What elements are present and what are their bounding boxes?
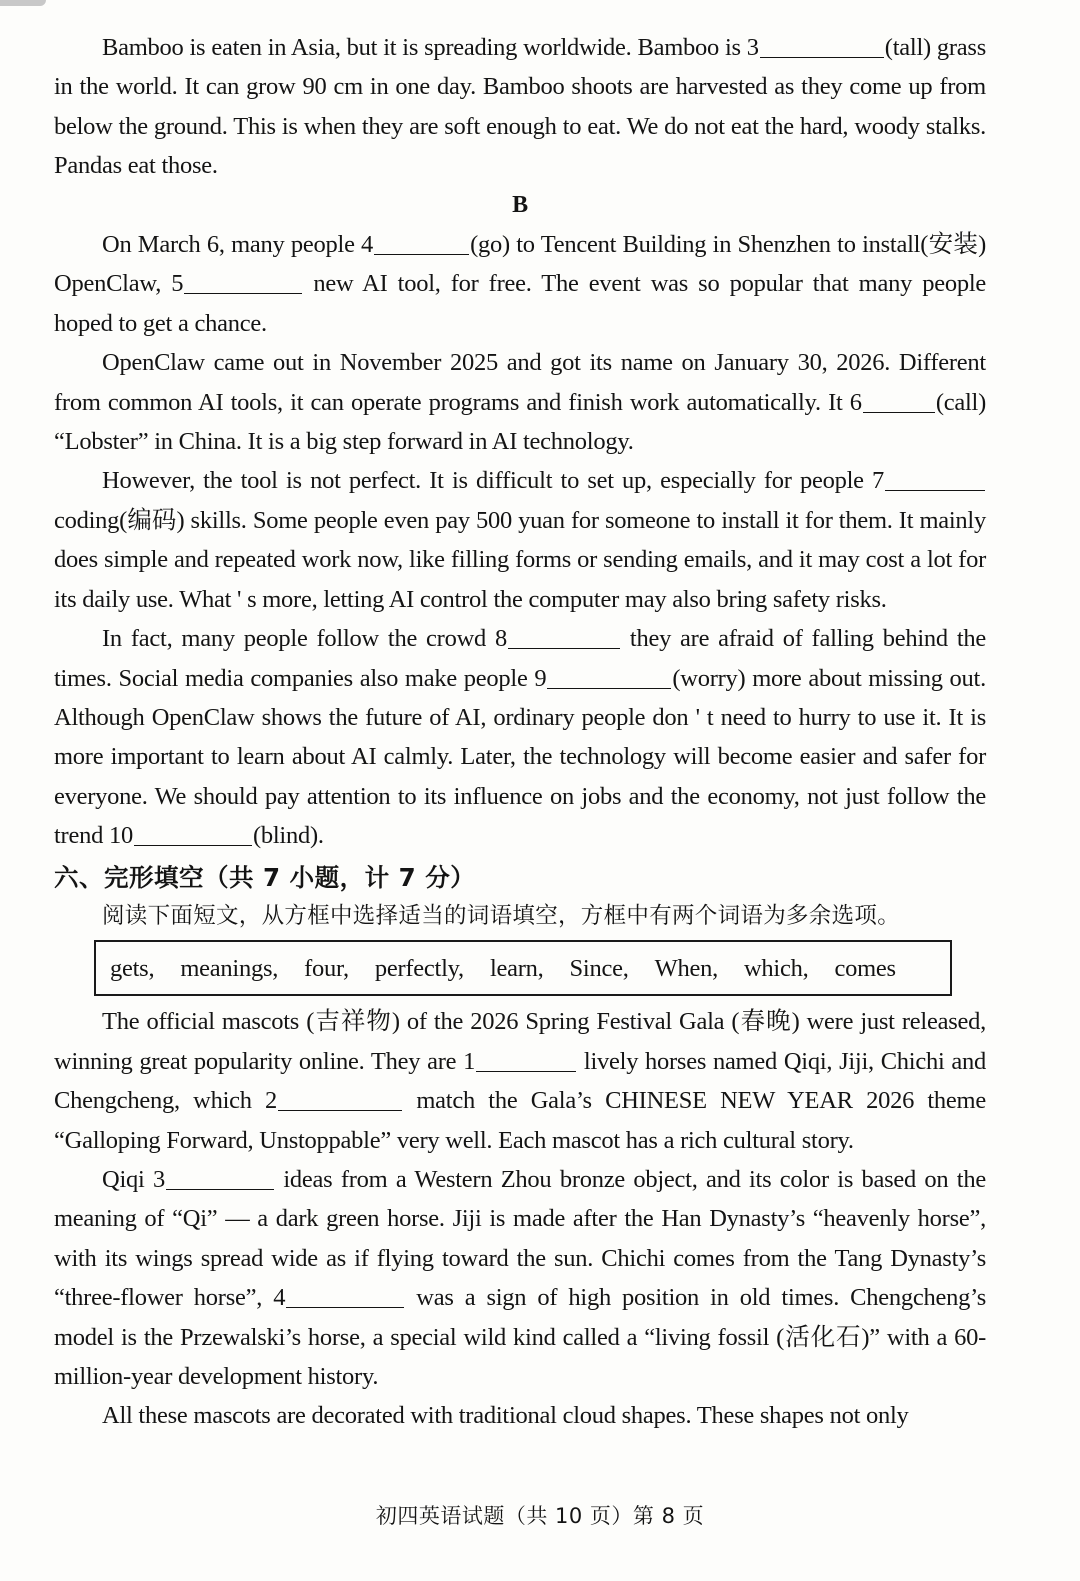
cloze-paragraph-1 [54,1002,986,1160]
text-segment: OpenClaw came out in November 2025 and got its name on January 30, 2026. Different from common AI tools, it can operate programs and finish work automatically. It 6 [54,349,986,416]
text-segment: (blind). [252,822,324,850]
text-segment: On March 6, many people 4 [102,231,374,259]
blank-5 [184,271,302,294]
word-option: learn, [489,954,544,982]
word-option: meanings, [180,954,279,982]
text-segment: they are afraid of falling behind the times. Social media companies also make people 9 [54,625,987,692]
passage-b-paragraph-4 [54,619,986,855]
passage-b-paragraph-1 [54,225,986,343]
section-six-instruction: 阅读下面短文，从方框中选择适当的词语填空，方框中有两个词语为多余选项。 [102,902,901,929]
word-option: comes [834,954,896,982]
text-segment: Qiqi 3 [102,1165,165,1193]
cloze-blank-2 [278,1088,402,1111]
blank-4 [374,232,469,255]
text-segment: was a sign of high position in old times. Chengcheng’s model is the Przewalski’s horse, a special wild kind called a “living fossil (活化石)” with a 60-million-year development history. [54,1284,986,1390]
text-segment: (call) “Lobster” in China. It is a big step forward in AI technology. [54,388,986,456]
text-segment: new AI tool, for free. The event was so popular that many people hoped to get a chance. [54,270,987,337]
passage-b-paragraph-3 [54,461,986,619]
blank-10 [134,823,252,846]
word-option: gets, [110,954,155,982]
word-box [94,940,952,996]
text-segment: The official mascots (吉祥物) of the 2026 Spring Festival Gala (春晚) were just released, winning great popularity online. They are 1 [54,1008,986,1075]
section-letter-b: B [512,191,528,218]
page-footer: 初四英语试题（共 10 页）第 8 页 [375,1504,705,1528]
cloze-paragraph-3: All these mascots are decorated with traditional cloud shapes. These shapes not only [102,1402,909,1430]
word-option: four, [304,954,349,982]
section-six-heading: 六、完形填空（共 7 小题，计 7 分） [54,862,476,892]
passage-b-paragraph-2 [54,343,986,461]
text-segment: However, the tool is not perfect. It is difficult to set up, especially for people 7 [102,467,884,495]
text-segment: Bamboo is eaten in Asia, but it is spreading worldwide. Bamboo is 3 [102,34,759,61]
corner-mark [0,0,46,6]
page-content [54,28,986,1436]
blank-9 [547,666,671,689]
blank-3 [760,35,884,58]
word-option: When, [654,954,718,982]
cloze-blank-3 [166,1167,274,1190]
passage-a-paragraph [54,28,986,186]
text-segment: lively horses named Qiqi, Jiji, Chichi and Chengcheng, which 2 [54,1047,986,1115]
text-segment: (worry) more about missing out. Although OpenClaw shows the future of AI, ordinary people don ' t need to hurry to use it. It is more important to learn about AI calmly. Later, the technology will become easier and safer for everyone. We should pay attention to its influence on jobs and the economy, not just follow the trend 10 [54,664,986,850]
blank-6 [863,390,935,413]
blank-8 [508,626,620,649]
blank-7 [885,468,985,491]
cloze-blank-4 [286,1285,404,1308]
text-segment: ideas from a Western Zhou bronze object, and its color is based on the meaning of “Qi” — a dark green horse. Jiji is made after the Han Dynasty’s “heavenly horse”, with its wings spread wide as if flying toward the sun. Chichi comes from the Tang Dynasty’s “three-flower horse”, 4 [54,1165,986,1312]
text-segment: (tall) grass in the world. It can grow 90 cm in one day. Bamboo shoots are harvested as they come up from below the ground. This is when they are soft enough to eat. We do not eat the hard, woody stalks. Pandas eat those. [54,34,986,180]
cloze-paragraph-2 [54,1160,986,1396]
text-segment: coding(编码) skills. Some people even pay 500 yuan for someone to install it for them. It mainly does simple and repeated work now, like filling forms or sending emails, and it may cost a lot for its daily use. What ' s more, letting AI control the computer may also bring safety risks. [54,506,986,613]
text-segment: match the Gala’s CHINESE NEW YEAR 2026 theme “Galloping Forward, Unstoppable” very well. Each mascot has a rich cultural story. [54,1087,986,1154]
word-option: perfectly, [374,954,464,982]
word-option: which, [743,954,809,982]
word-option: Since, [569,954,629,982]
text-segment: In fact, many people follow the crowd 8 [102,625,507,653]
text-segment: (go) to Tencent Building in Shenzhen to install(安装) OpenClaw, 5 [54,231,986,298]
cloze-blank-1 [476,1049,576,1072]
